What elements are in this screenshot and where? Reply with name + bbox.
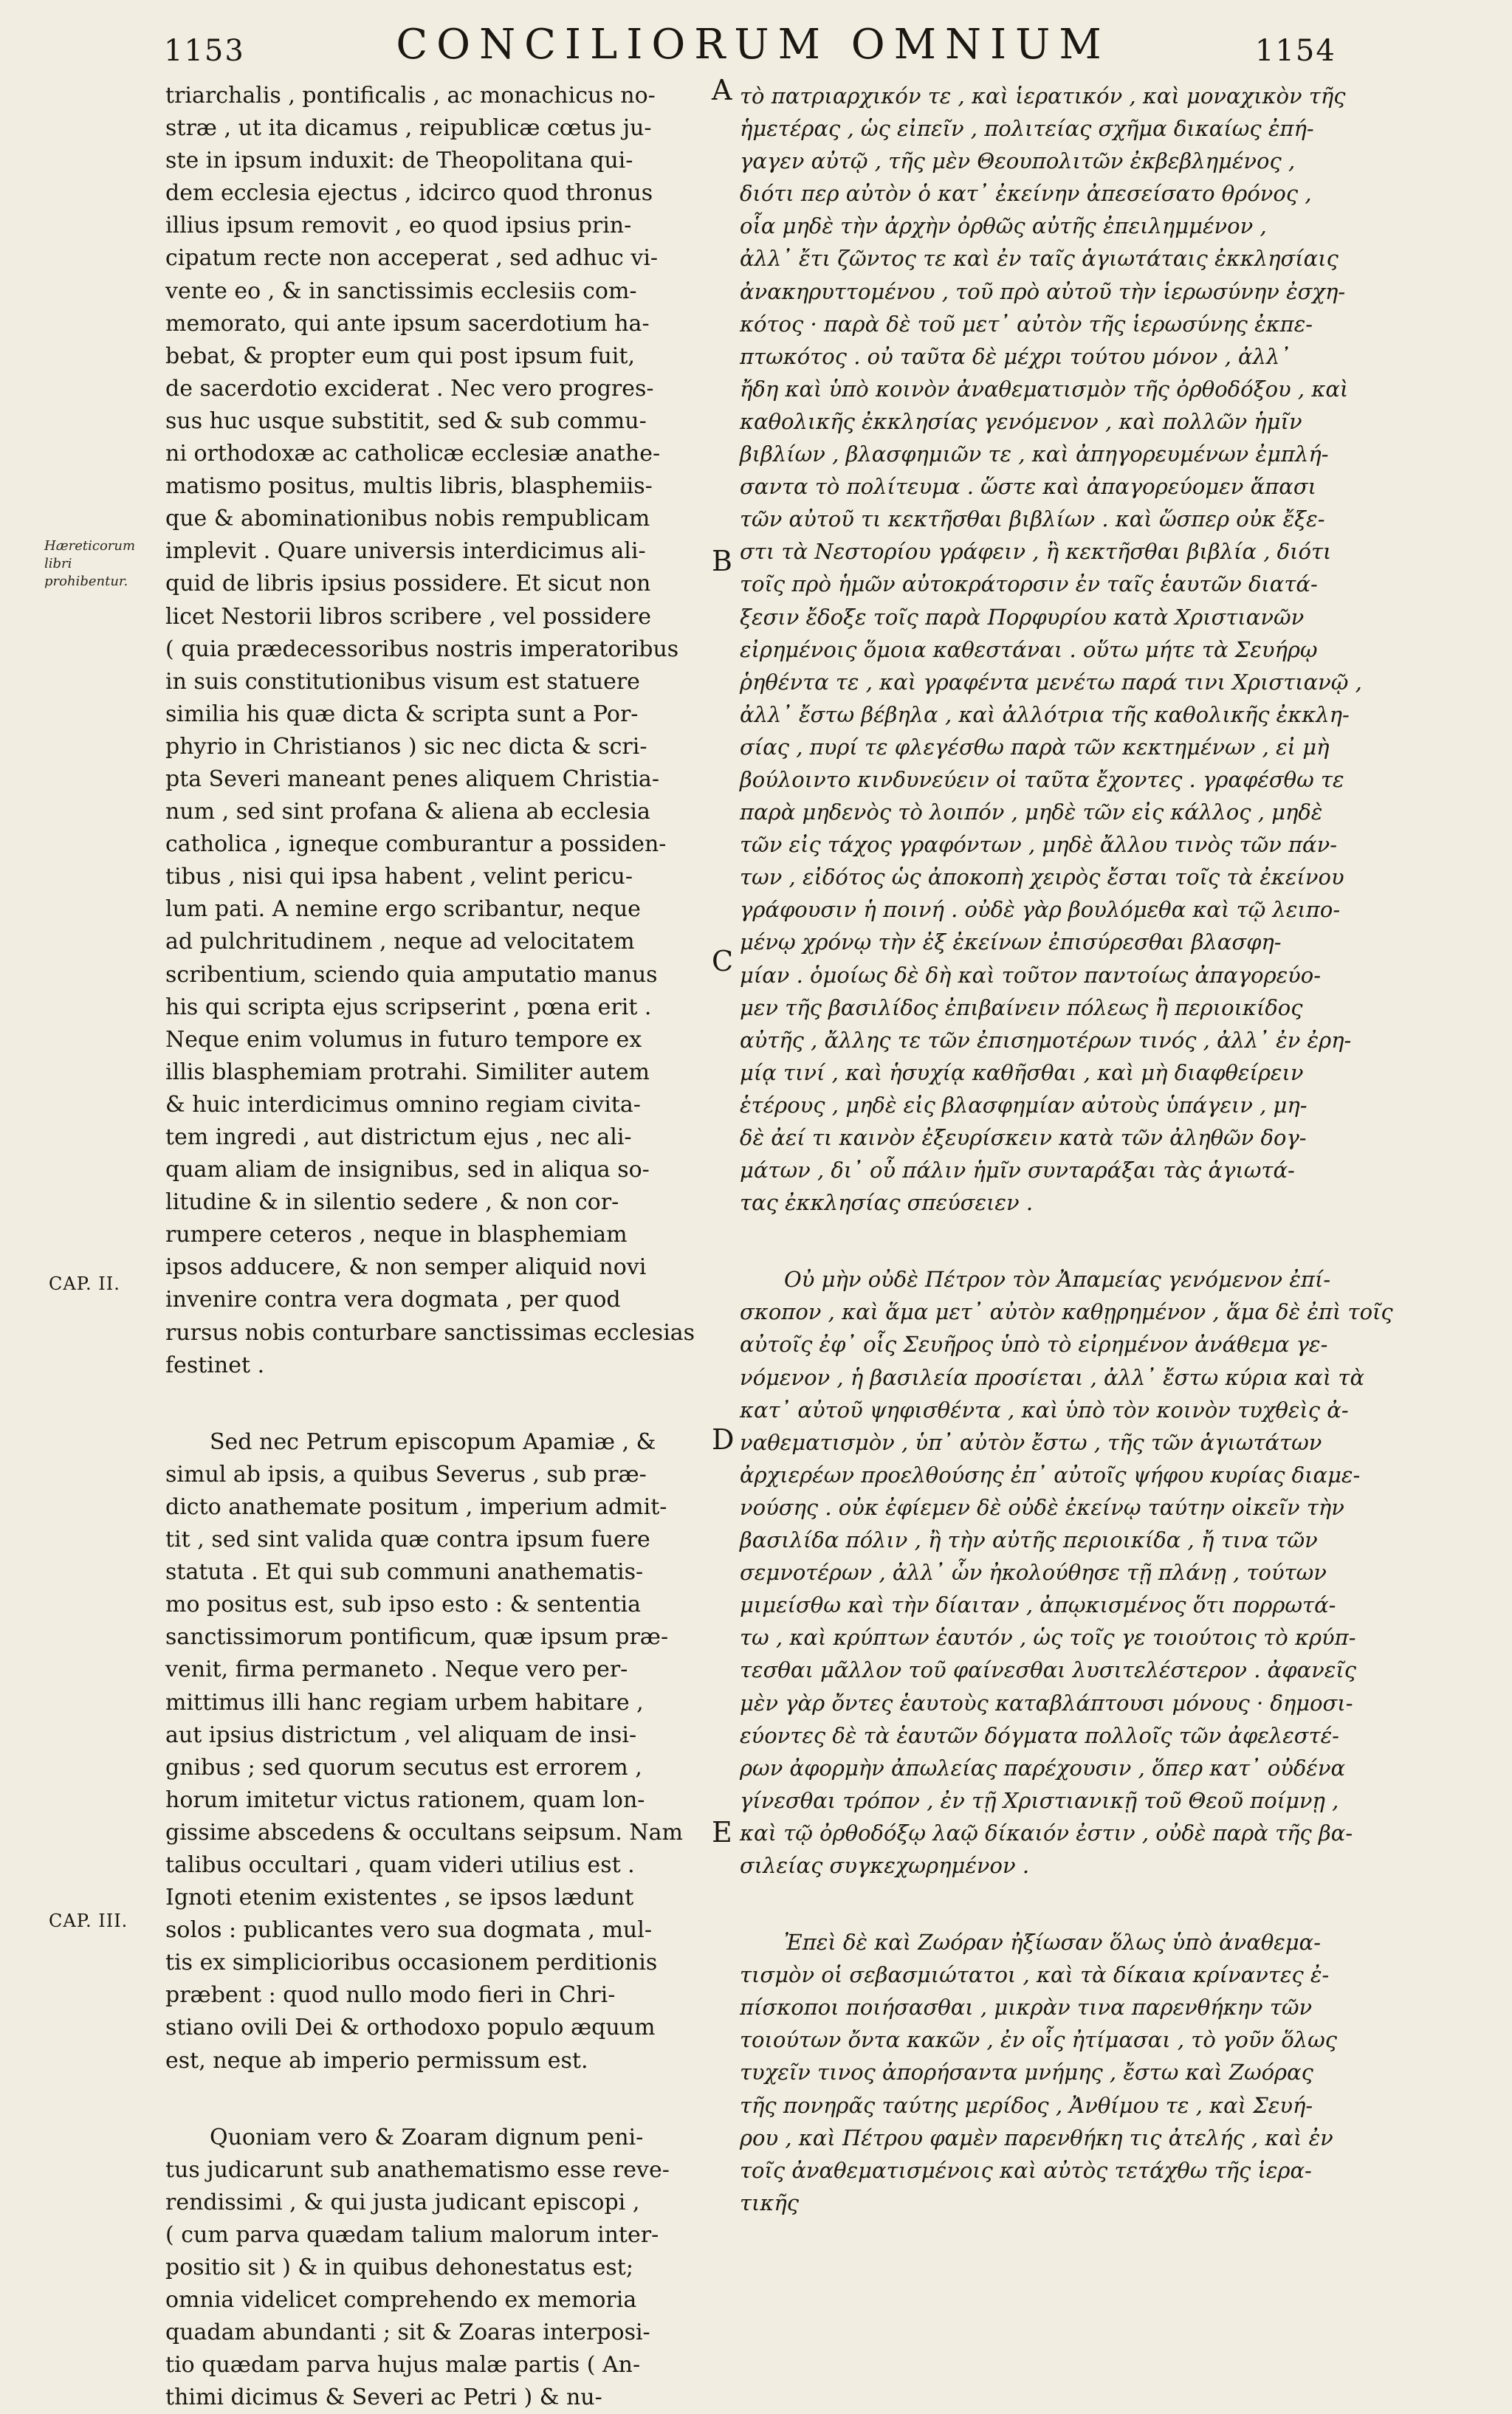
latin-text-line: talibus occultari , quam videri utilius est . [165,1851,635,1878]
latin-column [165,80,719,2411]
greek-text-line: μίᾳ τινί , καὶ ἡσυχίᾳ καθῆσθαι , καὶ μὴ διαφθείρειν [740,1059,1304,1085]
latin-text-line: ( quia prædecessoribus nostris imperatoribus [165,636,679,662]
greek-text-line: εύοντες δὲ τὰ ἑαυτῶν δόγματα πολλοῖς τῶν ἀφελεστέ- [740,1722,1339,1748]
greek-text-line: τῶν αὐτοῦ τι κεκτῆσθαι βιβλίων . καὶ ὥσπερ οὐκ ἔξε- [740,506,1325,532]
latin-text-line: vente eo , & in sanctissimis ecclesiis com- [165,278,637,304]
greek-text-line: τὸ πατριαρχικόν τε , καὶ ἱερατικόν , καὶ μοναχικὸν τῆς [740,83,1346,109]
greek-text-line: ρων ἀφορμὴν ἀπωλείας παρέχουσιν , ὅπερ κατ᾽ οὐδένα [740,1755,1346,1781]
latin-text-line: mittimus illi hanc regiam urbem habitare , [165,1689,644,1716]
paragraph-gap [165,1382,719,1426]
greek-text-line: οἷα μηδὲ τὴν ἀρχὴν ὀρθῶς αὐτῆς ἐπειλημμένον , [740,213,1267,239]
latin-text-line: catholica , igneque comburantur a possiden- [165,831,667,858]
latin-text-line: dem ecclesia ejectus , idcirco quod thronus [165,180,653,207]
latin-text-line: que & abominationibus nobis rempublicam [165,506,650,532]
greek-text-line: σεμνοτέρων , ἀλλ᾽ ὧν ἠκολούθησε τῇ πλάνῃ , τούτων [740,1560,1327,1586]
latin-text-line: licet Nestorii libros scribere , vel possidere [165,603,651,630]
latin-text-line: præbent : quod nullo modo fieri in Chri- [165,1982,616,2009]
latin-text-line: gnibus ; sed quorum secutus est errorem , [165,1754,642,1781]
greek-text-line: πτωκότος . οὐ ταῦτα δὲ μέχρι τούτου μόνον , ἀλλ᾽ [740,343,1291,369]
latin-text-line: Ignoti etenim existentes , se ipsos lædunt [165,1885,634,1911]
latin-text-line: illius ipsum removit , eo quod ipsius prin- [165,213,632,239]
latin-text-line: stiano ovili Dei & orthodoxo populo æquum [165,2015,656,2041]
latin-text-line: lum pati. A nemine ergo scribantur, neque [165,896,641,923]
page-number-right: 1154 [1255,34,1336,68]
greek-column [740,80,1393,2215]
greek-text-line: κατ᾽ αὐτοῦ ψηφισθέντα , καὶ ὑπὸ τὸν κοινὸν τυχθεὶς ἀ- [740,1397,1349,1423]
greek-text-line: στι τὰ Νεστορίου γράφειν , ἢ κεκτῆσθαι βιβλία , διότι [740,539,1332,565]
latin-text-line: dicto anathemate positum , imperium admit- [165,1493,667,1520]
greek-text-line: βιβλίων , βλασφημιῶν τε , καὶ ἀπηγορευμένων ἐμπλή- [740,441,1329,467]
latin-text-line: ( cum parva quædam talium malorum inter- [165,2221,659,2248]
latin-text-line: memorato, qui ante ipsum sacerdotium ha- [165,310,650,337]
greek-text-line: ἤδη καὶ ὑπὸ κοινὸν ἀναθεματισμὸν τῆς ὀρθοδόξου , καὶ [740,376,1349,402]
latin-text-line: mo positus est, sub ipso esto : & sententia [165,1592,641,1618]
latin-text-line: positio sit ) & in quibus dehonestatus est; [165,2255,633,2280]
latin-text-line: num , sed sint profana & aliena ab ecclesia [165,799,650,825]
greek-text-line: τῶν εἰς τάχος γραφόντων , μηδὲ ἄλλου τινὸς τῶν πάν- [740,832,1338,858]
latin-text-line: de sacerdotio exciderat . Nec vero progres- [165,375,654,402]
section-letter-c: C [712,945,734,977]
greek-text-line: νούσης . οὐκ ἐφίεμεν δὲ οὐδὲ ἐκείνῳ ταύτην οἰκεῖν τὴν [740,1494,1344,1520]
greek-text-line: μὲν γὰρ ὄντες ἑαυτοὺς καταβλάπτουσι μόνους · δημοσι- [740,1690,1353,1716]
greek-text-line: μίαν . ὁμοίως δὲ δὴ καὶ τοῦτον παντοίως ἀπαγορεύο- [740,962,1322,988]
latin-text-line: quid de libris ipsius possidere. Et sicut non [165,571,651,597]
greek-text-line: γαγεν αὐτῷ , τῆς μὲν Θεουπολιτῶν ἐκβεβλημένος , [740,148,1296,174]
latin-text-line: invenire contra vera dogmata , per quod [165,1287,621,1313]
greek-text-line: τεσθαι μᾶλλον τοῦ φαίνεσθαι λυσιτελέστερον . ἀφανεῖς [740,1657,1356,1683]
paragraph-gap [740,1219,1323,1263]
latin-text-line: ste in ipsum induxit: de Theopolitana qui- [165,148,633,174]
chapter-marker-2: CAP. II. [49,1273,120,1294]
greek-text-line: αὐτῆς , ἄλλης τε τῶν ἐπισημοτέρων τινός , ἀλλ᾽ ἐν ἐρη- [740,1027,1352,1053]
greek-text-line: βασιλίδα πόλιν , ἢ τὴν αὐτῆς περιοικίδα , ἤ τινα τῶν [740,1527,1318,1553]
greek-text-line: ἀλλ᾽ ἔστω βέβηλα , καὶ ἀλλότρια τῆς καθολικῆς ἐκκλη- [740,701,1350,727]
latin-text-line: omnia videlicet comprehendo ex memoria [165,2287,637,2314]
latin-text-line: festinet . [165,1352,265,1378]
latin-text-line: phyrio in Christianos ) sic nec dicta & scri- [165,733,647,760]
greek-text-line: καὶ τῷ ὀρθοδόξῳ λαῷ δίκαιόν ἐστιν , οὐδὲ παρὰ τῆς βα- [740,1820,1353,1846]
chapter-marker-3: CAP. III. [49,1911,128,1931]
latin-text-line: Quoniam vero & Zoaram dignum peni- [210,2124,644,2150]
latin-text-line: tio quædam parva hujus malæ partis ( An- [165,2352,641,2379]
latin-text-line: litudine & in silentio sedere , & non cor- [165,1189,619,1216]
greek-text-line: σκοπον , καὶ ἅμα μετ᾽ αὐτὸν καθῃρημένον , ἅμα δὲ ἐπὶ τοῖς [740,1299,1393,1325]
latin-text-line: tus judicarunt sub anathematismo esse reve- [165,2156,670,2183]
greek-text-line: νόμενον , ἡ βασιλεία προσίεται , ἀλλ᾽ ἔστω κύρια καὶ τὰ [740,1364,1365,1390]
latin-text-line: ad pulchritudinem , neque ad velocitatem [165,929,635,955]
latin-text-line: solos : publicantes vero sua dogmata , mul- [165,1917,652,1944]
latin-text-line: similia his quæ dicta & scripta sunt a Por- [165,701,639,727]
latin-text-line: scribentium, sciendo quia amputatio manus [165,961,658,988]
page-header [0,21,1512,80]
greek-text-line: ξεσιν ἔδοξε τοῖς παρὰ Πορφυρίου κατὰ Χριστιανῶν [740,604,1305,630]
running-title: CONCILIORUM OMNIUM [396,21,1110,69]
latin-text-line: quam aliam de insignibus, sed in aliqua so- [165,1157,650,1183]
latin-text-line: ipsos adducere, & non semper aliquid novi [165,1254,647,1281]
margin-note-heretics: Hæreticorum libri prohibentur. [44,538,136,589]
latin-text-line: rendissimi , & qui justa judicant episcopi , [165,2189,640,2215]
latin-text-line: ni orthodoxæ ac catholicæ ecclesiæ anathe- [165,441,661,467]
greek-text-line: τω , καὶ κρύπτων ἑαυτόν , ὡς τοῖς γε τοιούτοις τὸ κρύπ- [740,1625,1356,1651]
greek-text-line: εἰρημένοις ὅμοια καθεστάναι . οὕτω μήτε τὰ Σευήρῳ [740,636,1318,662]
latin-text-line: stræ , ut ita dicamus , reipublicæ cœtus ju- [165,115,652,142]
greek-text-line: γράφουσιν ἡ ποινή . οὐδὲ γὰρ βουλόμεθα καὶ τῷ λειπο- [740,897,1341,923]
greek-text-line: γίνεσθαι τρόπον , ἐν τῇ Χριστιανικῇ τοῦ Θεοῦ ποίμνῃ , [740,1787,1339,1813]
latin-text-line: rursus nobis conturbare sanctissimas ecclesias [165,1319,695,1346]
latin-text-line: sanctissimorum pontificum, quæ ipsum præ- [165,1624,669,1651]
latin-text-line: his qui scripta ejus scripserint , pœna erit . [165,994,652,1020]
greek-text-line: τυχεῖν τινος ἀπορήσαντα μνήμης , ἔστω καὶ Ζωόρας [740,2060,1313,2085]
greek-text-line: σιλείας συγκεχωρημένον . [740,1852,1030,1878]
latin-text-line: illis blasphemiam protrahi. Similiter autem [165,1059,650,1085]
latin-text-line: tit , sed sint valida quæ contra ipsum fuere [165,1527,650,1553]
greek-text-line: μιμείσθω καὶ τὴν δίαιταν , ἀπῳκισμένος ὅτι πορρωτά- [740,1592,1336,1618]
greek-text-line: τισμὸν οἱ σεβασμιώτατοι , καὶ τὰ δίκαια κρίναντες ἐ- [740,1962,1330,1988]
latin-text-line: est, neque ab imperio permissum est. [165,2047,588,2074]
latin-text-line: aut ipsius districtum , vel aliquam de insi- [165,1722,637,1748]
latin-text-line: pta Severi maneant penes aliquem Christia- [165,766,659,792]
greek-text-line: τας ἐκκλησίας σπεύσειεν . [740,1190,1034,1216]
greek-text-line: τικῆς [740,2190,800,2215]
page-number-left: 1153 [164,34,245,68]
latin-text-line: sus huc usque substitit, sed & sub commu- [165,408,647,434]
latin-text-line: horum imitetur victus rationem, quam lon- [165,1787,645,1813]
greek-text-line: ἀνακηρυττομένου , τοῦ πρὸ αὐτοῦ τὴν ἱερωσύνην ἐσχη- [740,278,1346,304]
latin-text-line: implevit . Quare universis interdicimus ali- [165,538,646,565]
greek-text-line: ναθεματισμὸν , ὑπ᾽ αὐτὸν ἔστω , τῆς τῶν ἁγιωτάτων [740,1429,1322,1455]
greek-text-line: των , εἰδότος ὡς ἀποκοπὴ χειρὸς ἔσται τοῖς τὰ ἐκείνου [740,864,1344,890]
latin-text-line: cipatum recte non acceperat , sed adhuc vi- [165,245,659,272]
greek-text-line: ἡμετέρας , ὡς εἰπεῖν , πολιτείας σχῆμα δικαίως ἐπή- [740,116,1314,142]
latin-text-line: triarchalis , pontificalis , ac monachicus no- [165,83,656,109]
greek-text-line: διότι περ αὐτὸν ὁ κατ᾽ ἐκείνην ἀπεσείσατο θρόνος , [740,181,1312,207]
latin-text-line: matismo positus, multis libris, blasphemiis- [165,473,653,500]
latin-text-line: thimi dicimus & Severi ac Petri ) & nu- [165,2384,602,2411]
paragraph-gap [740,1882,1323,1926]
greek-text-line: σαντα τὸ πολίτευμα . ὥστε καὶ ἀπαγορεύομεν ἅπασι [740,474,1316,500]
latin-text-line: tis ex simplicioribus occasionem perditionis [165,1950,658,1976]
greek-text-line: ἑτέρους , μηδὲ εἰς βλασφημίαν αὐτοὺς ὑπάγειν , μη- [740,1092,1307,1118]
latin-text-line: tibus , nisi qui ipsa habent , velint pericu- [165,864,633,890]
greek-text-line: Ἐπεὶ δὲ καὶ Ζωόραν ἠξίωσαν ὅλως ὑπὸ ἀναθεμα- [784,1930,1322,1956]
greek-text-line: παρὰ μηδενὸς τὸ λοιπόν , μηδὲ τῶν εἰς κάλλος , μηδὲ [740,799,1323,825]
latin-text-line: Sed nec Petrum episcopum Apamiæ , & [210,1428,656,1455]
greek-text-line: ἀλλ᾽ ἔτι ζῶντος τε καὶ ἐν ταῖς ἁγιωτάταις ἐκκλησίαις [740,246,1339,272]
greek-text-line: ἀρχιερέων προελθούσης ἐπ᾽ αὐτοῖς ψήφου κυρίας διαμε- [740,1462,1361,1488]
latin-text-line: in suis constitutionibus visum est statuere [165,668,640,695]
greek-text-line: αὐτοῖς ἐφ᾽ οἷς Σευῆρος ὑπὸ τὸ εἰρημένον ἀνάθεμα γε- [740,1332,1328,1358]
latin-text-line: quadam abundanti ; sit & Zoaras interposi- [165,2320,650,2346]
latin-text-line: Neque enim volumus in futuro tempore ex [165,1026,642,1053]
greek-text-line: μένῳ χρόνῳ τὴν ἐξ ἐκείνων ἐπισύρεσθαι βλασφη- [740,929,1282,955]
section-letter-e: E [712,1816,732,1849]
greek-text-line: τοιούτων ὄντα κακῶν , ἐν οἷς ἠτίμασαι , τὸ γοῦν ὅλως [740,2027,1338,2053]
greek-text-line: κότος · παρὰ δὲ τοῦ μετ᾽ αὐτὸν τῆς ἱερωσύνης ἐκπε- [740,311,1313,337]
greek-text-line: πίσκοποι ποιήσασθαι , μικρὰν τινα παρενθήκην τῶν [740,1995,1313,2021]
greek-text-line: μάτων , δι᾽ οὗ πάλιν ἡμῖν συνταράξαι τὰς ἁγιωτά- [740,1158,1295,1183]
paragraph-gap [165,2077,719,2122]
greek-text-line: καθολικῆς ἐκκλησίας γενόμενον , καὶ πολλῶν ἡμῖν [740,408,1302,434]
latin-text-line: rumpere ceteros , neque in blasphemiam [165,1222,628,1248]
section-letter-d: D [712,1423,735,1456]
latin-text-line: simul ab ipsis, a quibus Severus , sub præ- [165,1461,647,1488]
latin-text-line: tem ingredi , aut districtum ejus , nec ali- [165,1124,632,1150]
greek-text-line: μεν τῆς βασιλίδος ἐπιβαίνειν πόλεως ἢ περιοικίδος [740,994,1303,1020]
greek-text-line: ρου , καὶ Πέτρου φαμὲν παρενθήκη τις ἀτελής , καὶ ἐν [740,2125,1333,2150]
latin-text-line: statuta . Et qui sub communi anathematis- [165,1559,644,1586]
latin-text-line: venit, firma permaneto . Neque vero per- [165,1657,628,1683]
greek-text-line: σίας , πυρί τε φλεγέσθω παρὰ τῶν κεκτημένων , εἰ μὴ [740,734,1330,760]
latin-text-line: bebat, & propter eum qui post ipsum fuit, [165,343,635,369]
greek-text-line: βούλοιντο κινδυνεύειν οἱ ταῦτα ἔχοντες . γραφέσθω τε [740,766,1344,792]
greek-text-line: τῆς πονηρᾶς ταύτης μερίδος , Ἀνθίμου τε , καὶ Σευή- [740,2092,1313,2118]
latin-text-line: gissime abscedens & occultans seipsum. Nam [165,1819,683,1846]
greek-text-line: τοῖς ἀναθεματισμένοις καὶ αὐτὸς τετάχθω τῆς ἱερα- [740,2157,1312,2183]
section-letter-a: A [712,74,732,106]
section-letter-b: B [712,545,732,577]
latin-text-line: & huic interdicimus omnino regiam civita- [165,1091,641,1118]
greek-text-line: ῥηθέντα τε , καὶ γραφέντα μενέτω παρά τινι Χριστιανῷ , [740,669,1362,695]
greek-text-line: δὲ ἀεί τι καινὸν ἐξευρίσκειν κατὰ τῶν ἀληθῶν δογ- [740,1125,1307,1150]
greek-text-line: Οὐ μὴν οὐδὲ Πέτρον τὸν Ἀπαμείας γενόμενον ἐπί- [784,1267,1331,1293]
greek-text-line: τοῖς πρὸ ἡμῶν αὐτοκράτορσιν ἐν ταῖς ἑαυτῶν διατά- [740,571,1318,597]
